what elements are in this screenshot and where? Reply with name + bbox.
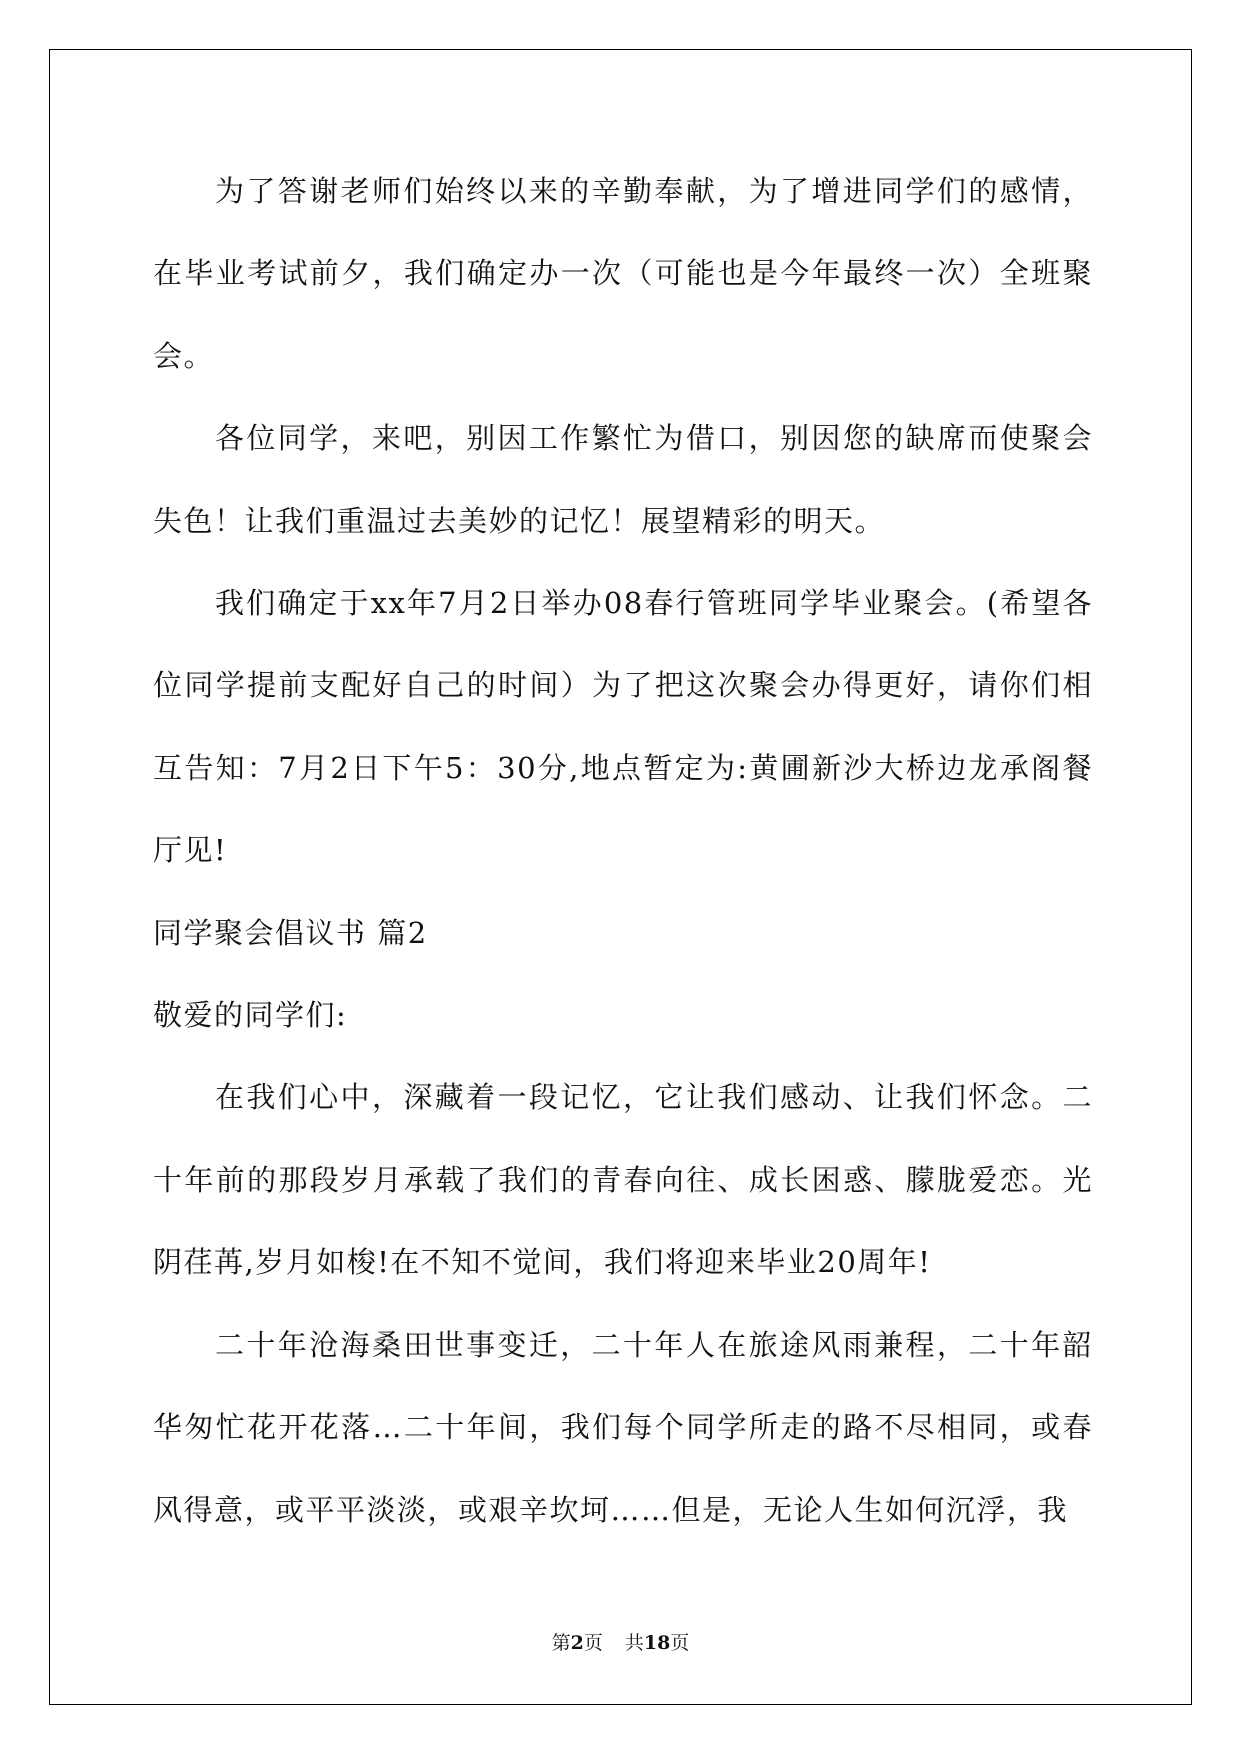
paragraph-3: 我们确定于xx年7月2日举办08春行管班同学毕业聚会。(希望各位同学提前支配好自己的时间）为了把这次聚会办得更好，请你们相互告知：7月2日下午5：30分,地点暂定为:黄圃新沙大桥边龙承阁餐厅见! [153, 586, 1093, 868]
document-body [153, 150, 1093, 1551]
footer-prefix: 第 [551, 1632, 571, 1654]
footer-total-prefix: 共 [624, 1632, 644, 1654]
salutation: 敬爱的同学们: [153, 998, 348, 1033]
page-footer [0, 1628, 1241, 1655]
footer-total-pages: 18 [643, 1632, 671, 1654]
section-heading: 同学聚会倡议书 篇2 [153, 915, 428, 950]
footer-page-suffix: 页 [583, 1632, 603, 1654]
paragraph-2: 各位同学，来吧，别因工作繁忙为借口，别因您的缺席而使聚会失色！让我们重温过去美妙的记忆！展望精彩的明天。 [153, 421, 1093, 538]
footer-total-suffix: 页 [670, 1632, 690, 1654]
paragraph-1: 为了答谢老师们始终以来的辛勤奉献，为了增进同学们的感情，在毕业考试前夕，我们确定办一次（可能也是今年最终一次）全班聚会。 [153, 174, 1093, 373]
paragraph-4: 在我们心中，深藏着一段记忆，它让我们感动、让我们怀念。二十年前的那段岁月承载了我们的青春向往、成长困惑、朦胧爱恋。光阴荏苒,岁月如梭!在不知不觉间，我们将迎来毕业20周年! [153, 1080, 1093, 1280]
footer-page-number: 2 [570, 1632, 584, 1654]
paragraph-5: 二十年沧海桑田世事变迁，二十年人在旅途风雨兼程，二十年韶华匆忙花开花落…二十年间，我们每个同学所走的路不尽相同，或春风得意，或平平淡淡，或艰辛坎坷……但是，无论人生如何沉浮，我 [153, 1327, 1093, 1527]
